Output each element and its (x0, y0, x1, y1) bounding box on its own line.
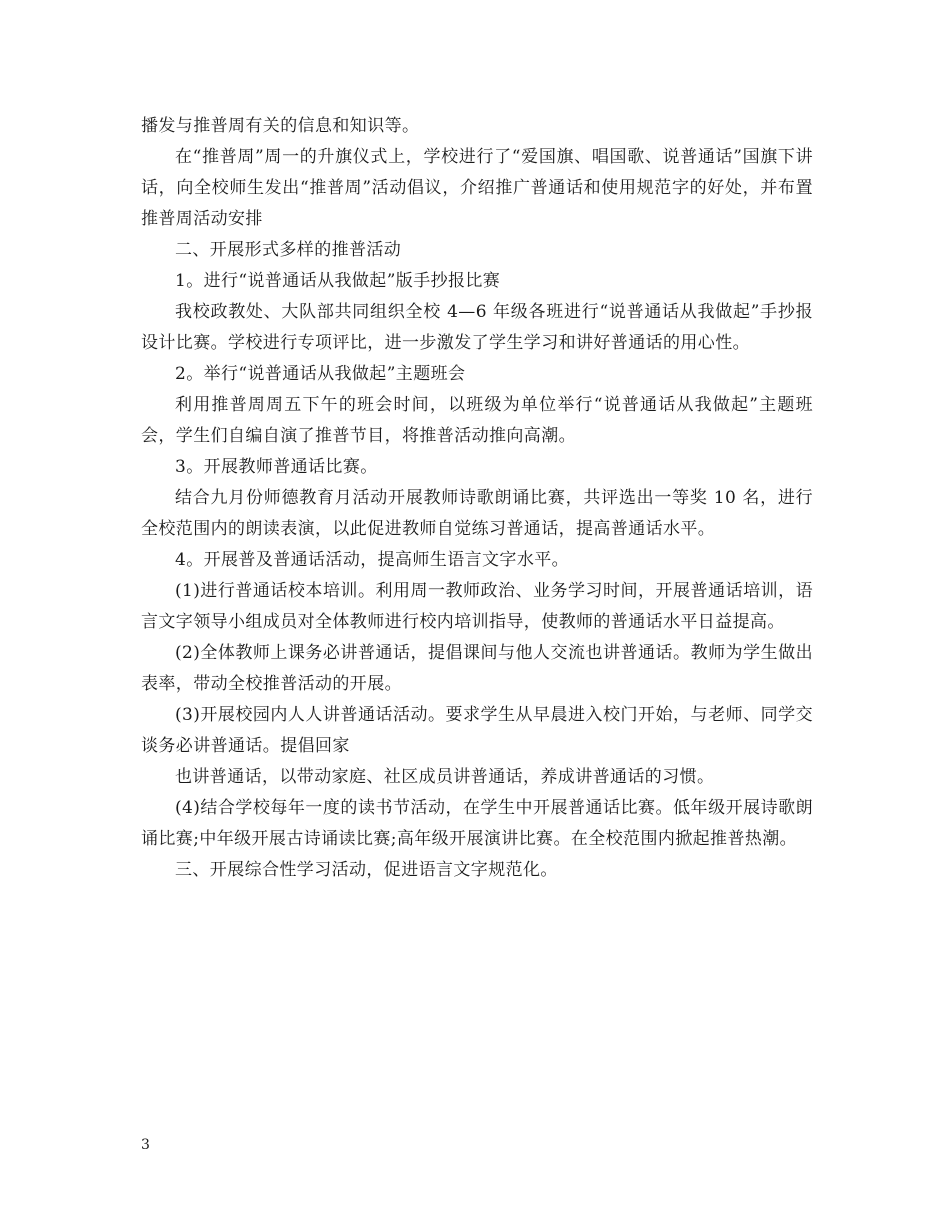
paragraph: 结合九月份师德教育月活动开展教师诗歌朗诵比赛，共评选出一等奖 10 名，进行全校范围内的朗读表演，以此促进教师自觉练习普通话，提高普通话水平。 (141, 488, 813, 539)
subsection-heading: 1。进行“说普通话从我做起”版手抄报比赛 (175, 271, 501, 291)
paragraph: 在“推普周”周一的升旗仪式上，学校进行了“爱国旗、唱国歌、说普通话”国旗下讲话，向全校师生发出“推普周”活动倡议，介绍推广普通话和使用规范字的好处，并布置推普周活动安排 (141, 147, 813, 229)
paragraph: 利用推普周周五下午的班会时间，以班级为单位举行“说普通话从我做起”主题班会，学生们自编自演了推普节目，将推普活动推向高潮。 (141, 395, 813, 446)
document-body (141, 111, 813, 886)
page-number: 3 (141, 1137, 150, 1153)
paragraph: 我校政教处、大队部共同组织全校 4—6 年级各班进行“说普通话从我做起”手抄报设计比赛。学校进行专项评比，进一步激发了学生学习和讲好普通话的用心性。 (141, 302, 813, 353)
list-item: (3)开展校园内人人讲普通话活动。要求学生从早晨进入校门开始，与老师、同学交谈务必讲普通话。提倡回家 (141, 705, 813, 756)
section-heading: 三、开展综合性学习活动，促进语言文字规范化。 (175, 860, 558, 880)
paragraph: 播发与推普周有关的信息和知识等。 (141, 116, 420, 136)
subsection-heading: 3。开展教师普通话比赛。 (175, 457, 378, 477)
paragraph: 也讲普通话，以带动家庭、社区成员讲普通话，养成讲普通话的习惯。 (175, 767, 715, 787)
list-item: (1)进行普通话校本培训。利用周一教师政治、业务学习时间，开展普通话培训，语言文字领导小组成员对全体教师进行校内培训指导，使教师的普通话水平日益提高。 (141, 581, 813, 632)
list-item: (4)结合学校每年一度的读书节活动，在学生中开展普通话比赛。低年级开展诗歌朗诵比赛;中年级开展古诗诵读比赛;高年级开展演讲比赛。在全校范围内掀起推普热潮。 (141, 798, 813, 849)
list-item: (2)全体教师上课务必讲普通话，提倡课间与他人交流也讲普通话。教师为学生做出表率，带动全校推普活动的开展。 (141, 643, 813, 694)
subsection-heading: 2。举行“说普通话从我做起”主题班会 (175, 364, 466, 384)
section-heading: 二、开展形式多样的推普活动 (175, 240, 402, 260)
subsection-heading: 4。开展普及普通话活动，提高师生语言文字水平。 (175, 550, 570, 570)
